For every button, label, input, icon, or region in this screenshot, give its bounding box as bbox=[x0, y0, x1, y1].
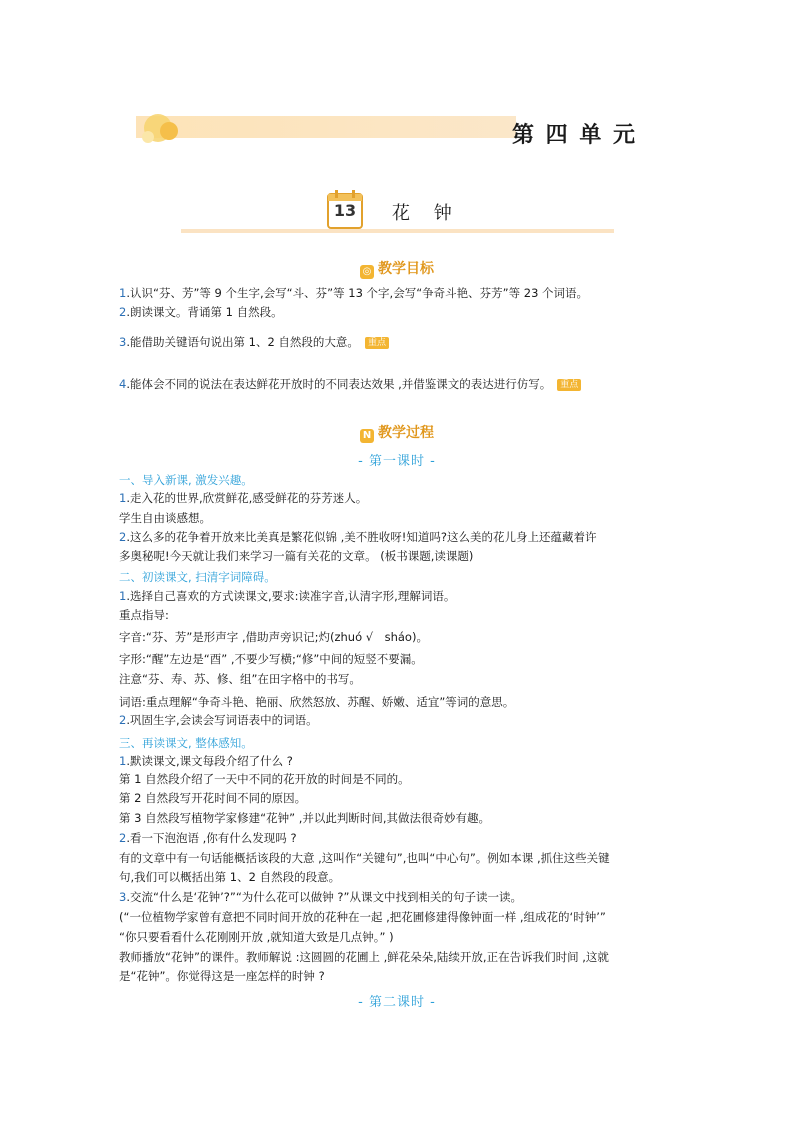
title-divider bbox=[181, 229, 614, 233]
goal-item: 1.认识“芬、芳”等 9 个生字,会写“斗、芬”等 13 个字,会写“争奇斗艳、芬芳”等 23 个词语。 bbox=[119, 286, 589, 300]
numbered-line: 2.看一下泡泡语 ,你有什么发现吗 ? bbox=[119, 831, 297, 845]
lesson-number: 13 bbox=[333, 201, 357, 220]
process-heading: N 教学过程 bbox=[0, 422, 794, 443]
body-line: 有的文章中有一句话能概括该段的大意 ,这叫作“关键句”,也叫“中心句”。例如本课 ,抓住这些关键 bbox=[119, 851, 610, 865]
body-line: 多奥秘呢!今天就让我们来学习一篇有关花的文章。 (板书课题,读课题) bbox=[119, 549, 474, 563]
n-icon: N bbox=[360, 429, 374, 443]
numbered-line: 1.走入花的世界,欣赏鲜花,感受鲜花的芬芳迷人。 bbox=[119, 491, 368, 505]
body-line: 词语:重点理解“争奇斗艳、艳丽、欣然怒放、苏醒、娇嫩、适宜”等词的意思。 bbox=[119, 695, 515, 709]
lesson-title: 花 钟 bbox=[392, 203, 452, 224]
body-line: 第 1 自然段介绍了一天中不同的花开放的时间是不同的。 bbox=[119, 772, 410, 786]
body-line: 字音:“芬、芳”是形声字 ,借助声旁识记;灼(zhuó √ sháo)。 bbox=[119, 630, 428, 644]
body-line: 学生自由谈感想。 bbox=[119, 511, 211, 525]
goal-item: 4.能体会不同的说法在表达鲜花开放时的不同表达效果 ,并借鉴课文的表达进行仿写。 重点 bbox=[119, 376, 581, 392]
key-point-badge: 重点 bbox=[557, 379, 581, 391]
body-line: “你只要看看什么花刚刚开放 ,就知道大致是几点钟。” ) bbox=[119, 930, 394, 944]
numbered-line: 3.交流“什么是‘花钟’?”“为什么花可以做钟 ?”从课文中找到相关的句子读一读。 bbox=[119, 890, 522, 904]
section-heading: 二、初读课文, 扫清字词障碍。 bbox=[119, 570, 276, 584]
body-line: (“一位植物学家曾有意把不同时间开放的花种在一起 ,把花圃修建得像钟面一样 ,组成花的‘时钟’” bbox=[119, 910, 606, 924]
goal-item: 3.能借助关键语句说出第 1、2 自然段的大意。 重点 bbox=[119, 334, 389, 350]
goals-heading: ◎ 教学目标 bbox=[0, 258, 794, 279]
body-line: 重点指导: bbox=[119, 608, 169, 622]
numbered-line: 1.默读课文,课文每段介绍了什么 ? bbox=[119, 754, 293, 768]
body-line: 第 2 自然段写开花时间不同的原因。 bbox=[119, 791, 307, 805]
body-line: 教师播放“花钟”的课件。教师解说 :这圆圆的花圃上 ,鲜花朵朵,陆续开放,正在告诉我们时间 ,这就 bbox=[119, 950, 609, 964]
key-point-badge: 重点 bbox=[365, 337, 389, 349]
unit-banner-decoration bbox=[136, 112, 516, 148]
section-heading: 一、导入新课, 激发兴趣。 bbox=[119, 473, 253, 487]
section-heading: 三、再读课文, 整体感知。 bbox=[119, 736, 253, 750]
unit-title: 第 四 单 元 bbox=[512, 123, 637, 148]
numbered-line: 2.巩固生字,会读会写词语表中的词语。 bbox=[119, 713, 318, 727]
target-icon: ◎ bbox=[360, 265, 374, 279]
numbered-line: 2.这么多的花争着开放来比美真是繁花似锦 ,美不胜收呀!知道吗?这么美的花儿身上还蕴藏着许 bbox=[119, 530, 597, 544]
body-line: 第 3 自然段写植物学家修建“花钟” ,并以此判断时间,其做法很奇妙有趣。 bbox=[119, 811, 491, 825]
body-line: 句,我们可以概括出第 1、2 自然段的段意。 bbox=[119, 870, 341, 884]
body-line: 注意“芬、寿、苏、修、组”在田字格中的书写。 bbox=[119, 672, 361, 686]
goal-item: 2.朗读课文。背诵第 1 自然段。 bbox=[119, 305, 283, 319]
session-1-title: - 第一课时 - bbox=[358, 454, 436, 469]
session-2-title: - 第二课时 - bbox=[358, 995, 436, 1010]
numbered-line: 1.选择自己喜欢的方式读课文,要求:读准字音,认清字形,理解词语。 bbox=[119, 589, 456, 603]
body-line: 是“花钟”。你觉得这是一座怎样的时钟 ? bbox=[119, 969, 325, 983]
body-line: 字形:“醒”左边是“酉” ,不要少写横;“修”中间的短竖不要漏。 bbox=[119, 652, 423, 666]
